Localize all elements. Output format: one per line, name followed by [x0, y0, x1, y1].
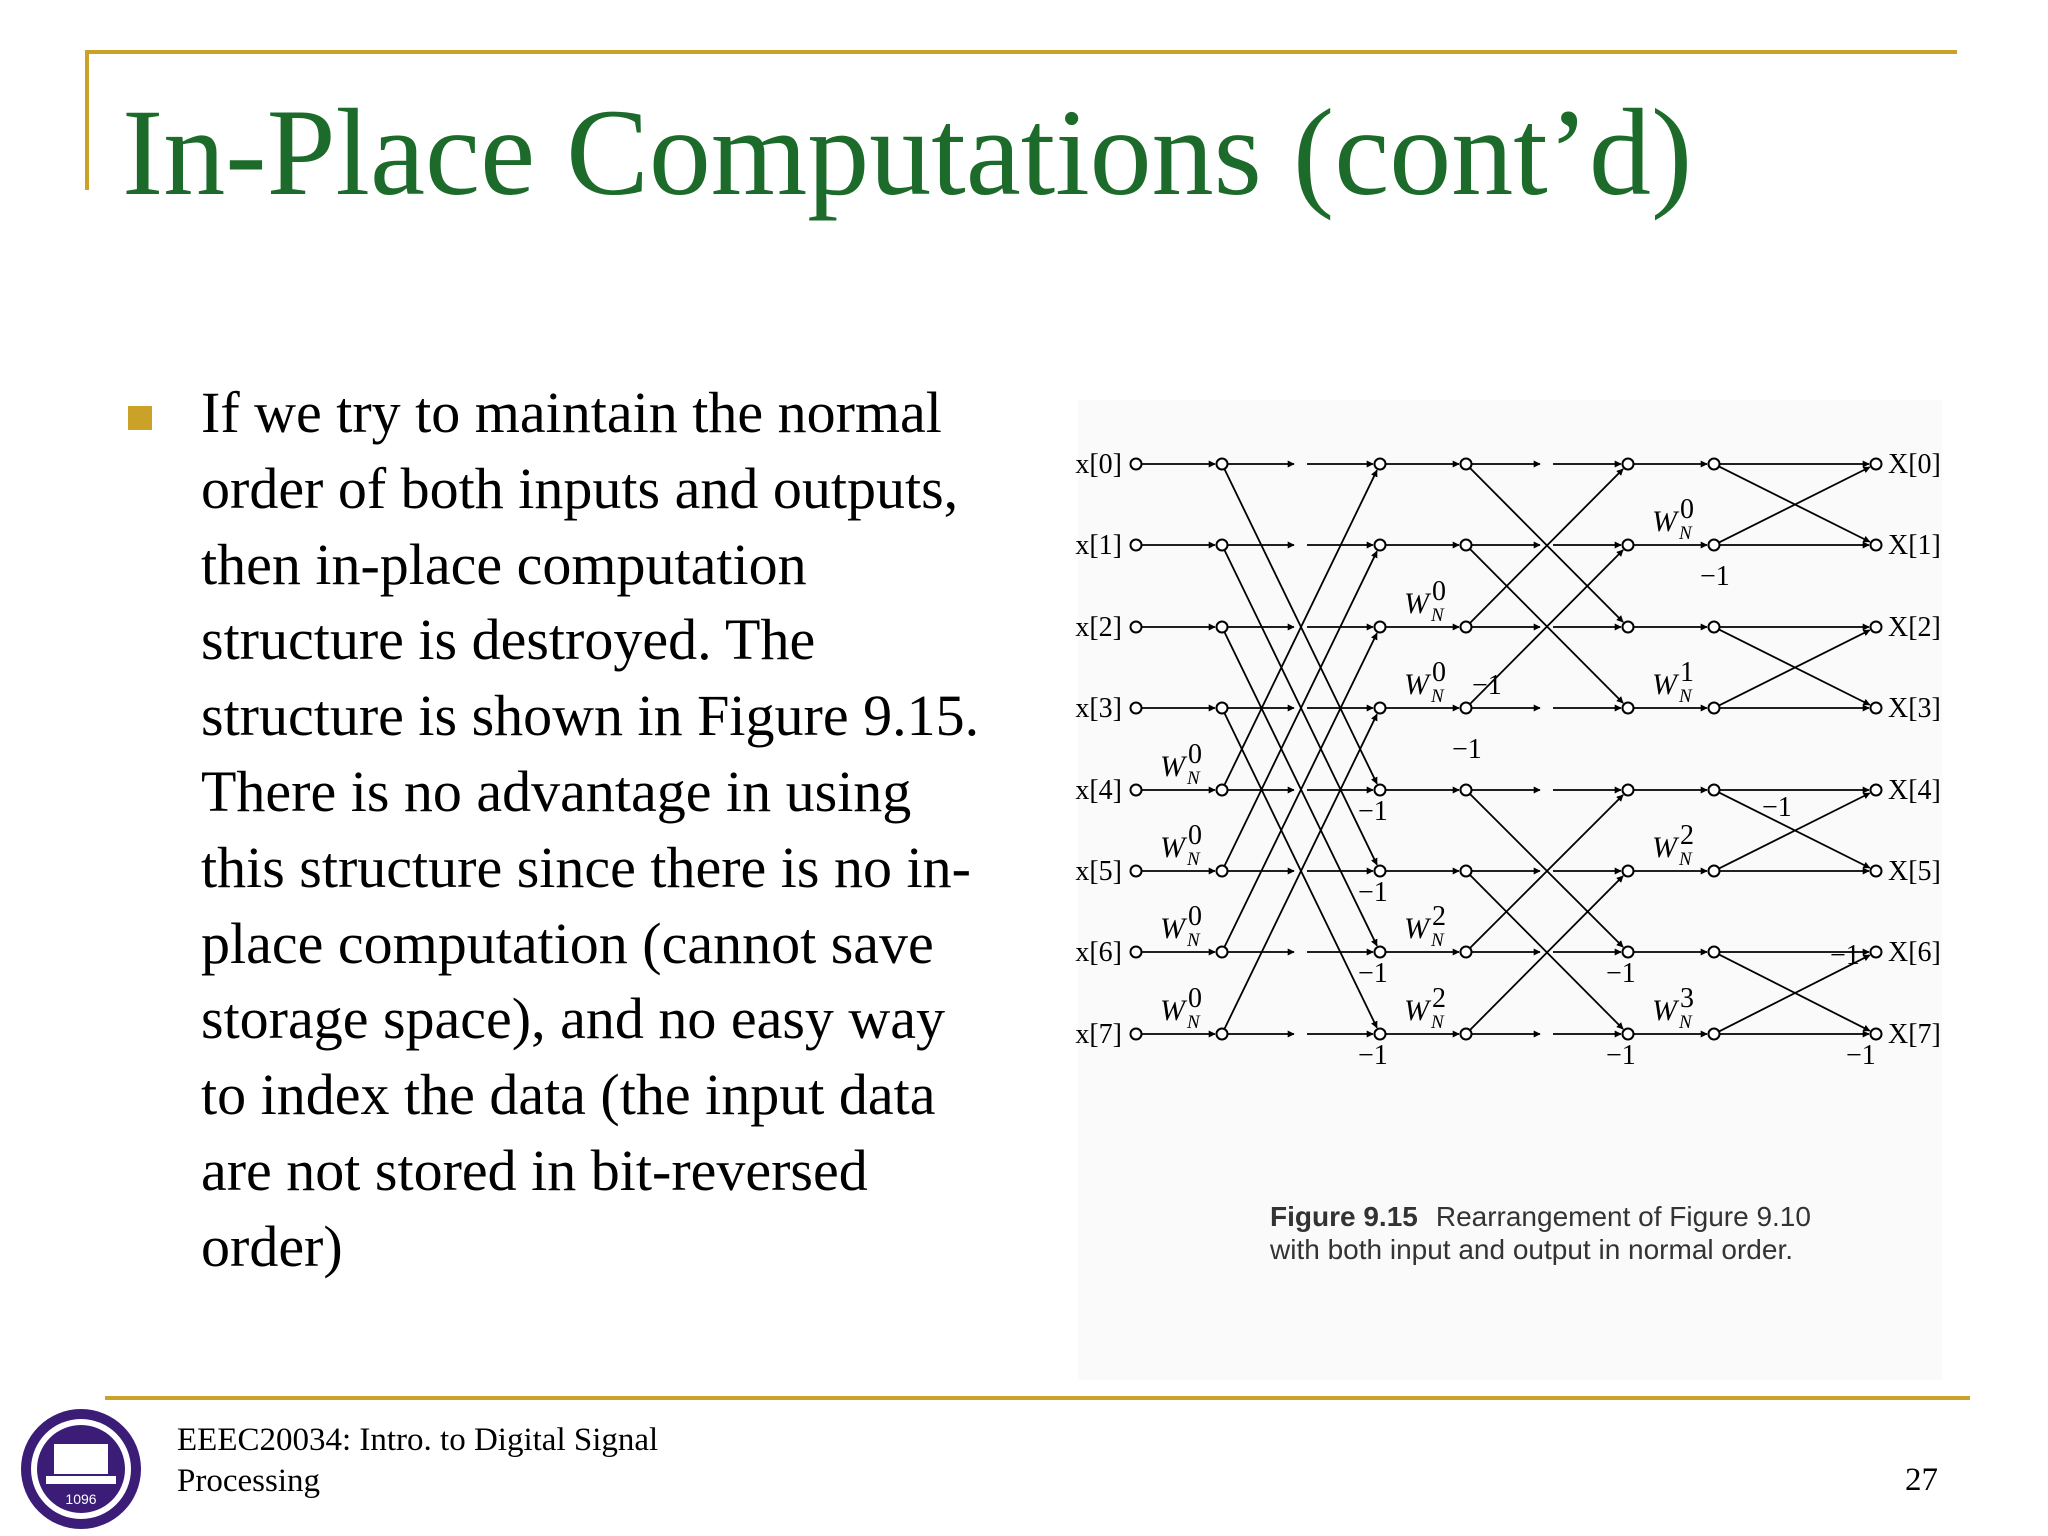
junction-node — [1709, 947, 1720, 958]
output-label: X[5] — [1888, 856, 1941, 887]
junction-node — [1461, 540, 1472, 551]
junction-node — [1217, 866, 1228, 877]
junction-node — [1375, 540, 1386, 551]
junction-node — [1709, 785, 1720, 796]
junction-node — [1623, 622, 1634, 633]
input-label: x[1] — [1075, 530, 1122, 561]
svg-text:0: 0 — [1432, 576, 1446, 607]
junction-node — [1461, 459, 1472, 470]
minus-one-label: −1 — [1358, 1040, 1388, 1071]
junction-node — [1375, 785, 1386, 796]
junction-node — [1623, 947, 1634, 958]
minus-one-label: −1 — [1472, 670, 1502, 701]
logo-building — [54, 1444, 108, 1474]
input-label: x[0] — [1075, 449, 1122, 480]
junction-node — [1461, 703, 1472, 714]
caption-text: Rearrangement of Figure 9.10 with both input and output in normal order. — [1270, 1201, 1811, 1265]
svg-text:W: W — [1404, 587, 1429, 620]
output-label: X[0] — [1888, 449, 1941, 480]
junction-node — [1217, 1029, 1228, 1040]
junction-node — [1461, 785, 1472, 796]
svg-text:2: 2 — [1432, 901, 1446, 932]
university-logo — [16, 1404, 146, 1534]
junction-node — [1375, 866, 1386, 877]
svg-text:W: W — [1160, 831, 1185, 864]
twiddle-factor-label — [1652, 983, 1694, 1033]
logo-base — [46, 1476, 116, 1484]
svg-text:0: 0 — [1188, 901, 1202, 932]
minus-one-label: −1 — [1700, 561, 1730, 592]
svg-text:1: 1 — [1680, 657, 1694, 688]
twiddle-factor-label — [1652, 820, 1694, 870]
junction-node — [1217, 947, 1228, 958]
junction-node — [1217, 703, 1228, 714]
output-node — [1871, 703, 1882, 714]
svg-text:N: N — [1679, 686, 1692, 707]
svg-text:N: N — [1679, 849, 1692, 870]
svg-text:N: N — [1679, 523, 1692, 544]
junction-node — [1375, 1029, 1386, 1040]
svg-text:N: N — [1431, 1012, 1444, 1033]
junction-node — [1709, 622, 1720, 633]
minus-one-label: −1 — [1762, 792, 1792, 823]
svg-text:W: W — [1652, 505, 1677, 538]
svg-text:N: N — [1431, 686, 1444, 707]
junction-node — [1709, 540, 1720, 551]
junction-node — [1375, 703, 1386, 714]
input-label: x[2] — [1075, 612, 1122, 643]
twiddle-factor-label — [1160, 901, 1202, 951]
input-node — [1131, 947, 1142, 958]
output-label: X[2] — [1888, 612, 1941, 643]
input-node — [1131, 785, 1142, 796]
svg-text:N: N — [1187, 849, 1200, 870]
junction-node — [1217, 540, 1228, 551]
minus-one-label: −1 — [1606, 958, 1636, 989]
output-node — [1871, 1029, 1882, 1040]
twiddle-factor-label — [1404, 576, 1446, 626]
output-label: X[3] — [1888, 693, 1941, 724]
svg-text:W: W — [1652, 831, 1677, 864]
svg-text:N: N — [1431, 930, 1444, 951]
junction-node — [1709, 703, 1720, 714]
input-label: x[4] — [1075, 775, 1122, 806]
twiddle-factor-label — [1160, 820, 1202, 870]
junction-node — [1623, 459, 1634, 470]
svg-text:N: N — [1431, 605, 1444, 626]
minus-one-label: −1 — [1830, 940, 1860, 971]
slide-title: In-Place Computations (cont’d) — [122, 84, 1693, 221]
svg-text:0: 0 — [1188, 983, 1202, 1014]
junction-node — [1623, 866, 1634, 877]
svg-text:N: N — [1679, 1012, 1692, 1033]
twiddle-factor-label — [1404, 901, 1446, 951]
caption-number: Figure 9.15 — [1270, 1201, 1418, 1232]
junction-node — [1623, 1029, 1634, 1040]
input-label: x[6] — [1075, 937, 1122, 968]
output-label: X[7] — [1888, 1019, 1941, 1050]
svg-text:W: W — [1404, 668, 1429, 701]
svg-text:W: W — [1404, 994, 1429, 1027]
flow-edges — [1142, 464, 1870, 1034]
junction-node — [1623, 540, 1634, 551]
svg-text:0: 0 — [1432, 657, 1446, 688]
output-label: X[4] — [1888, 775, 1941, 806]
input-node — [1131, 866, 1142, 877]
minus-one-label: −1 — [1452, 734, 1482, 765]
svg-text:W: W — [1404, 912, 1429, 945]
output-label: X[1] — [1888, 530, 1941, 561]
twiddle-factor-label — [1404, 983, 1446, 1033]
junction-node — [1461, 1029, 1472, 1040]
svg-text:N: N — [1187, 768, 1200, 789]
twiddle-factor-label — [1404, 657, 1446, 707]
bullet-text: If we try to maintain the normal order of both inputs and outputs, then in-place computation structure is destroyed. The structure is shown in Figure 9.15. There is no advantage in using this structure since there is no in-place computation (cannot save storage space), and no easy way to index the data (the input data are not stored in bit-reversed order) — [201, 380, 980, 1279]
junction-node — [1709, 866, 1720, 877]
output-node — [1871, 785, 1882, 796]
output-node — [1871, 947, 1882, 958]
input-node — [1131, 540, 1142, 551]
twiddle-factor-label — [1652, 657, 1694, 707]
input-node — [1131, 703, 1142, 714]
svg-text:0: 0 — [1188, 820, 1202, 851]
svg-text:W: W — [1160, 912, 1185, 945]
svg-text:W: W — [1652, 994, 1677, 1027]
svg-text:0: 0 — [1680, 494, 1694, 525]
input-label: x[5] — [1075, 856, 1122, 887]
output-node — [1871, 866, 1882, 877]
figure-caption — [1270, 1200, 1830, 1266]
footer-rule — [105, 1396, 1970, 1400]
input-label: x[7] — [1075, 1019, 1122, 1050]
svg-text:W: W — [1652, 668, 1677, 701]
flow-labels — [1075, 449, 1941, 1071]
minus-one-label: −1 — [1606, 1040, 1636, 1071]
svg-text:W: W — [1160, 994, 1185, 1027]
junction-node — [1375, 947, 1386, 958]
svg-text:2: 2 — [1680, 820, 1694, 851]
output-node — [1871, 540, 1882, 551]
svg-text:N: N — [1187, 930, 1200, 951]
twiddle-factor-label — [1160, 983, 1202, 1033]
svg-text:3: 3 — [1680, 983, 1694, 1014]
junction-node — [1623, 785, 1634, 796]
junction-node — [1709, 459, 1720, 470]
svg-text:W: W — [1160, 750, 1185, 783]
minus-one-label: −1 — [1358, 796, 1388, 827]
logo-year: 1096 — [65, 1491, 97, 1507]
input-label: x[3] — [1075, 693, 1122, 724]
svg-text:0: 0 — [1188, 739, 1202, 770]
junction-node — [1217, 459, 1228, 470]
junction-node — [1217, 785, 1228, 796]
minus-one-label: −1 — [1358, 877, 1388, 908]
input-node — [1131, 1029, 1142, 1040]
page-number: 27 — [1905, 1462, 1938, 1498]
svg-text:N: N — [1187, 1012, 1200, 1033]
minus-one-label: −1 — [1358, 958, 1388, 989]
junction-node — [1375, 459, 1386, 470]
twiddle-factor-label — [1652, 494, 1694, 544]
output-node — [1871, 622, 1882, 633]
output-label: X[6] — [1888, 937, 1941, 968]
input-node — [1131, 622, 1142, 633]
junction-node — [1461, 947, 1472, 958]
twiddle-factor-label — [1160, 739, 1202, 789]
output-node — [1871, 459, 1882, 470]
svg-text:2: 2 — [1432, 983, 1446, 1014]
minus-one-label: −1 — [1846, 1040, 1876, 1071]
input-node — [1131, 459, 1142, 470]
junction-node — [1217, 622, 1228, 633]
footer-course-name: EEEC20034: Intro. to Digital Signal Processing — [177, 1422, 659, 1499]
junction-node — [1461, 866, 1472, 877]
junction-node — [1375, 622, 1386, 633]
junction-node — [1461, 622, 1472, 633]
junction-node — [1623, 703, 1634, 714]
junction-node — [1709, 1029, 1720, 1040]
